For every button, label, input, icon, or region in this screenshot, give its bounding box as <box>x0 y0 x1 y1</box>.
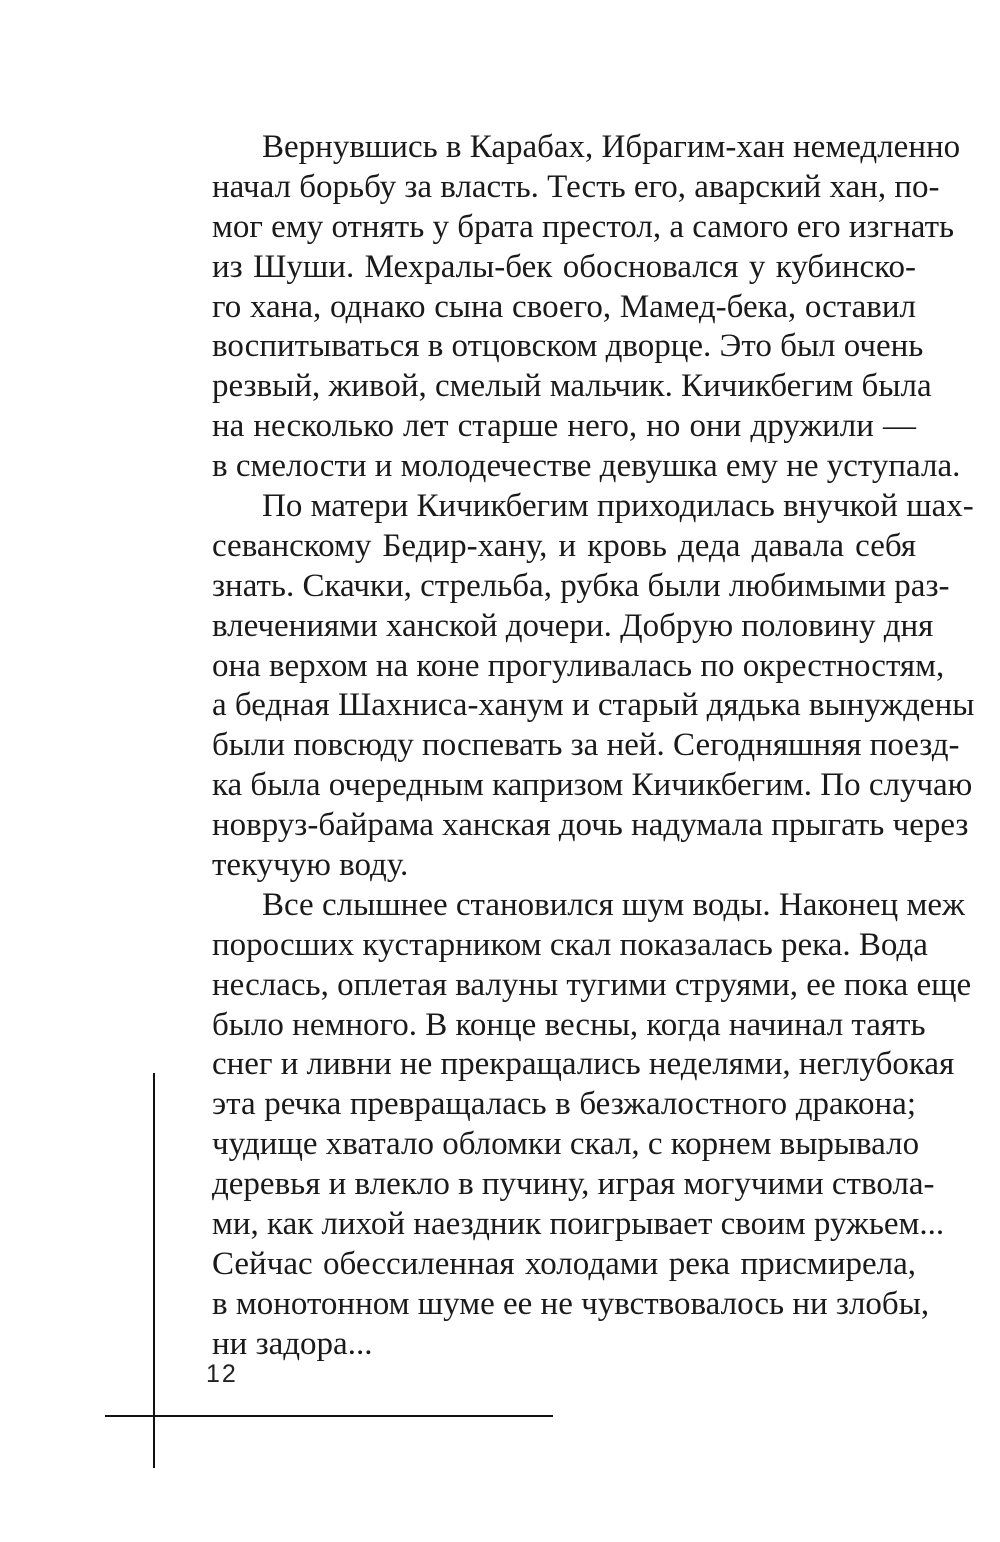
paragraph-2 <box>212 487 975 886</box>
text-line: было немного. В конце весны, когда начинал таять <box>212 1006 926 1043</box>
text-line: севанскому Бедир-хану, и кровь деда давала себя <box>212 527 916 564</box>
text-line: резвый, живой, смелый мальчик. Кичикбегим была <box>212 368 932 405</box>
text-line: в монотонном шуме ее не чувствовалось ни злобы, <box>212 1285 930 1322</box>
paragraph-3 <box>212 886 972 1365</box>
text-line: на несколько лет старше него, но они дружили — <box>212 408 916 445</box>
text-line: текучую воду. <box>212 847 409 884</box>
text-line: влечениями ханской дочери. Добрую половину дня <box>212 607 934 644</box>
paragraph-1 <box>212 128 961 487</box>
text-line: она верхом на коне прогуливалась по окрестностям, <box>212 647 945 684</box>
text-line: из Шуши. Мехралы-бек обосновался у кубинско- <box>212 248 916 285</box>
page-number: 12 <box>206 1360 238 1388</box>
text-line: чудище хватало обломки скал, с корнем вырывало <box>212 1126 920 1163</box>
text-line: ка была очередным капризом Кичикбегим. По случаю <box>212 767 973 804</box>
text-line: По матери Кичикбегим приходилась внучкой шах- <box>262 488 974 525</box>
text-line: деревья и влекло в пучину, играя могучими ствола- <box>212 1166 935 1203</box>
crop-mark-vertical <box>153 1073 155 1468</box>
body-text <box>212 128 975 1365</box>
text-line: Вернувшись в Карабах, Ибрагим-хан немедленно <box>262 129 961 165</box>
text-line: ми, как лихой наездник поигрывает своим ружьем... <box>212 1206 945 1243</box>
text-line: го хана, однако сына своего, Мамед-бека, оставил <box>212 288 916 325</box>
text-line: эта речка превращалась в безжалостного дракона; <box>212 1086 916 1123</box>
text-line: Сейчас обессиленная холодами река присмирела, <box>212 1245 916 1282</box>
text-line: в смелости и молодечестве девушка ему не уступала. <box>212 448 961 485</box>
text-line: были повсюду поспевать за ней. Сегодняшняя поезд- <box>212 727 960 764</box>
text-line: мог ему отнять у брата престол, а самого его изгнать <box>212 208 955 245</box>
text-line: снег и ливни не прекращались неделями, неглубокая <box>212 1046 955 1083</box>
text-line: начал борьбу за власть. Тесть его, аварский хан, по- <box>212 168 940 205</box>
text-line: а бедная Шахниса-ханум и старый дядька вынуждены <box>212 687 975 724</box>
text-line: поросших кустарником скал показалась река. Вода <box>212 926 928 963</box>
text-line: знать. Скачки, стрельба, рубка были любимыми раз- <box>212 567 950 604</box>
text-line: Все слышнее становился шум воды. Наконец меж <box>262 886 965 923</box>
text-line: новруз-байрама ханская дочь надумала прыгать через <box>212 807 969 844</box>
text-line: ни задора... <box>212 1325 373 1362</box>
text-line: неслась, оплетая валуны тугими струями, ее пока еще <box>212 966 972 1003</box>
crop-mark-horizontal <box>105 1415 553 1417</box>
text-line: воспитываться в отцовском дворце. Это был очень <box>212 328 924 365</box>
